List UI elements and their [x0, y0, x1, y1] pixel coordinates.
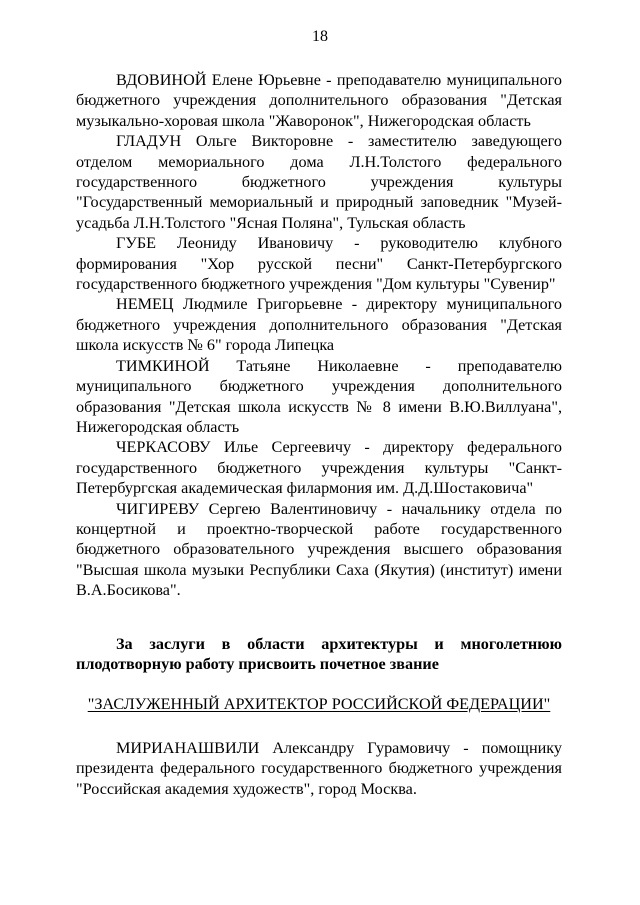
document-body [76, 70, 562, 799]
award-entry-gube: ГУБЕ Леониду Ивановичу - руководителю клубного формирования "Хор русской песни" Санкт-Петербургского государственного бюджетного учреждения "Дом культуры "Сувенир" [76, 234, 562, 294]
award-entry-vdovina: ВДОВИНОЙ Елене Юрьевне - преподавателю муниципального бюджетного учреждения дополнительного образования "Детская музыкально-хоровая школа "Жаворонок", Нижегородская область [76, 71, 562, 130]
award-entry-gladun: ГЛАДУН Ольге Викторовне - заместителю заведующего отделом мемориального дома Л.Н.Толстого федерального государственного бюджетного учреждения культуры "Государственный мемориальный и природный заповедник "Музей-усадьба Л.Н.Толстого "Ясная Поляна", Тульская область [76, 132, 562, 232]
decree-statement: За заслуги в области архитектуры и многолетнюю плодотворную работу присвоить почетное звание [76, 634, 562, 673]
award-entry-mirianashvili: МИРИАНАШВИЛИ Александру Гурамовичу - помощнику президента федерального государственного бюджетного учреждения "Российская академия художеств", город Москва. [76, 738, 562, 798]
award-entry-chigirev: ЧИГИРЕВУ Сергею Валентиновичу - начальнику отдела по концертной и проектно-творческой работе государственного бюджетного образовательного учреждения высшего образования "Высшая школа музыки Республики Саха (Якутия) (институт) имени В.А.Босикова". [76, 499, 562, 600]
honorary-title-block [76, 694, 562, 714]
award-entry-timkina: ТИМКИНОЙ Татьяне Николаевне - преподавателю муниципального бюджетного учреждения дополнительного образования "Детская школа искусств № 8 имени В.Ю.Виллуана", Нижегородская область [76, 356, 562, 436]
award-entry-nemets: НЕМЕЦ Людмиле Григорьевне - директору муниципального бюджетного учреждения дополнительного образования "Детская школа искусств № 6" города Липецка [76, 295, 562, 355]
honorary-title: "ЗАСЛУЖЕННЫЙ АРХИТЕКТОР РОССИЙСКОЙ ФЕДЕРАЦИИ" [87, 695, 551, 714]
award-entry-cherkasov: ЧЕРКАСОВУ Илье Сергеевичу - директору федерального государственного бюджетного учреждения культуры "Санкт-Петербургская академическая филармония им. Д.Д.Шостаковича" [76, 438, 562, 498]
page-number: 18 [312, 28, 328, 45]
